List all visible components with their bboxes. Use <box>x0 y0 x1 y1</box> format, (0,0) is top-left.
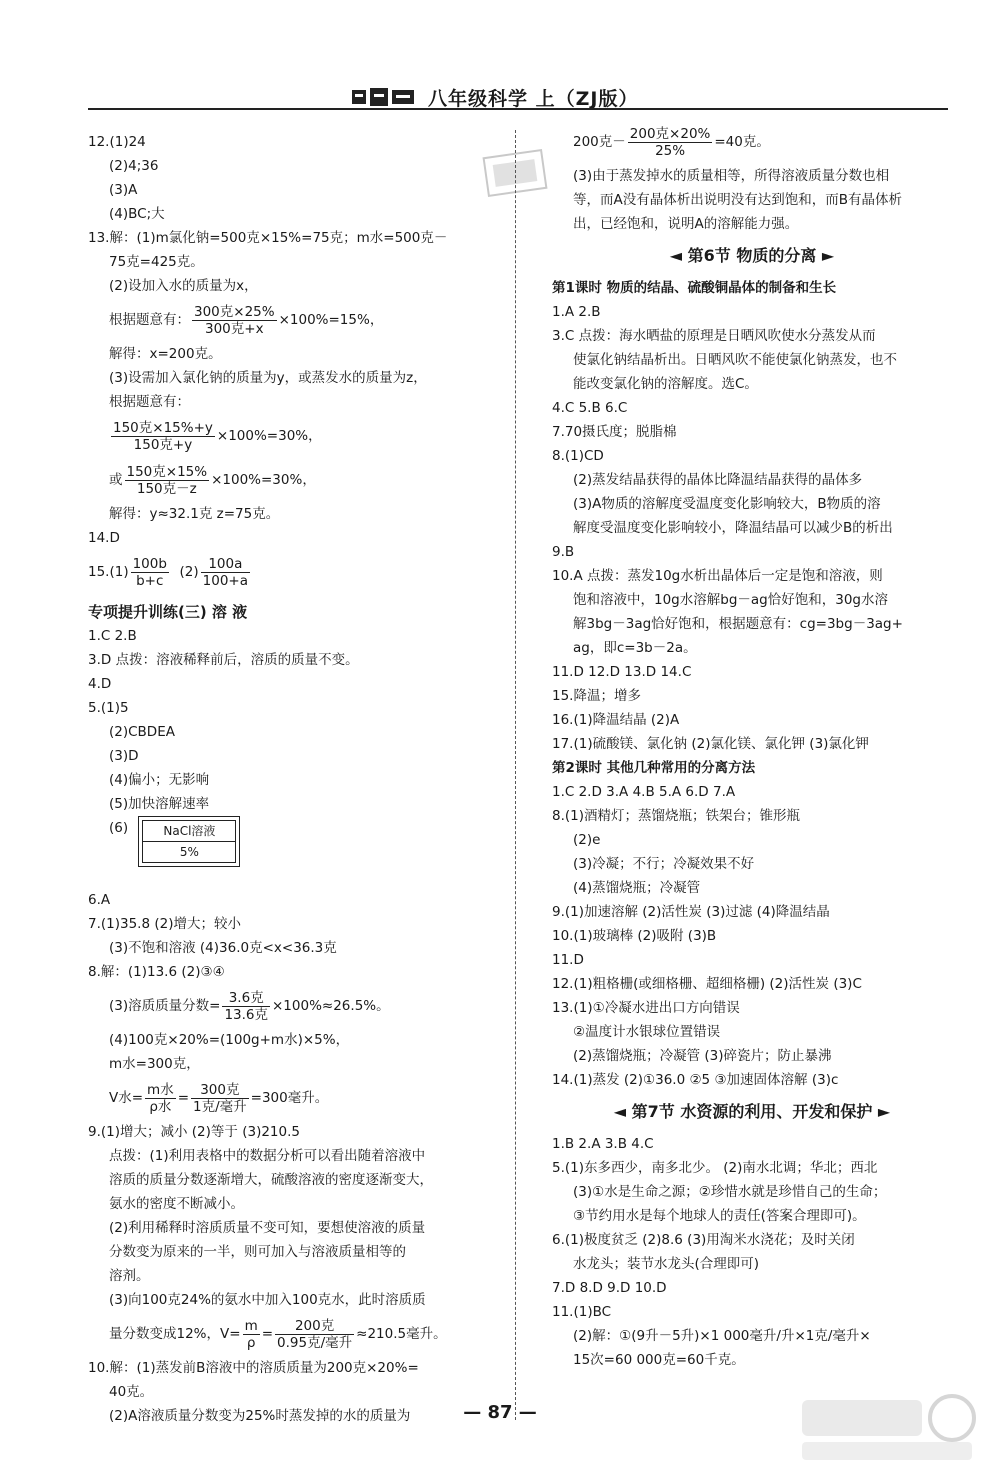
numerator: m水 <box>147 1081 174 1098</box>
denominator: b+c <box>136 572 164 589</box>
label-inner <box>142 820 236 863</box>
denominator: 100+a <box>202 572 249 589</box>
answer-line: 水龙头；装节水龙头(合理即可) <box>573 1256 760 1272</box>
answer-line: 13.(1)①冷凝水进出口方向错误 <box>552 1000 740 1016</box>
answer-line: 7.D 8.D 9.D 10.D <box>552 1280 667 1296</box>
answer-line: 4.D <box>88 676 112 692</box>
header-title: 八年级科学 上（ZJ版） <box>428 88 639 110</box>
answer-line: 10.(1)玻璃棒 (2)吸附 (3)B <box>552 928 717 944</box>
answer-line: 11.D <box>552 952 584 968</box>
denominator: 150克－z <box>136 480 197 497</box>
answer-line: 氨水的密度不断减小。 <box>109 1196 244 1212</box>
formula-text: =40克。 <box>714 134 770 150</box>
answer-line: (2)设加入水的质量为x， <box>109 278 258 294</box>
section-title: ◄ 第7节 水资源的利用、开发和保护 ► <box>613 1102 891 1121</box>
formula-text: ×100%=30%， <box>211 472 316 488</box>
denominator: 0.95克/毫升 <box>277 1334 353 1351</box>
formula-text: 200克－ <box>573 134 626 150</box>
answer-line: (3)A <box>109 182 138 198</box>
fraction <box>131 556 169 589</box>
answer-line: 8.解：(1)13.6 (2)③④ <box>88 964 225 980</box>
numerator: 100a <box>201 556 250 573</box>
answer-line: 点拨：(1)利用表格中的数据分析可以看出随着溶液中 <box>109 1148 426 1164</box>
formula-line <box>88 984 503 1028</box>
formula-text: 量分数变成12%，V= <box>109 1326 241 1342</box>
formula-line <box>88 414 503 458</box>
bottle-label <box>138 816 240 867</box>
section-title: ◄ 第6节 物质的分离 ► <box>669 246 835 265</box>
answer-line <box>88 816 503 888</box>
fraction <box>275 1318 354 1351</box>
header-rule <box>88 108 948 110</box>
page-header <box>88 78 948 108</box>
answer-line: (4)BC;大 <box>109 206 165 222</box>
formula-text: 15.(1) <box>88 564 129 580</box>
formula-text: ×100%≈26.5%。 <box>272 998 390 1014</box>
answer-line: (3)D <box>109 748 139 764</box>
answer-line: 10.A 点拨：蒸发10g水析出晶体后一定是饱和溶液，则 <box>552 568 883 584</box>
answer-line: 10.解：(1)蒸发前B溶液中的溶质质量为200克×20%= <box>88 1360 419 1376</box>
fraction <box>191 1082 249 1115</box>
denominator: 150克+y <box>133 436 193 453</box>
numerator: 150克×15%+y <box>113 419 213 436</box>
answer-line: 15次=60 000克=60千克。 <box>573 1352 745 1368</box>
answer-line: 14.(1)蒸发 (2)①36.0 ②5 ③加速固体溶解 (3)c <box>552 1072 839 1088</box>
formula-line <box>88 298 503 342</box>
answer-line: (2)蒸馏烧瓶；冷凝管 (3)碎瓷片；防止暴沸 <box>573 1048 832 1064</box>
answer-line: 15.降温；增多 <box>552 688 641 704</box>
watermark-logo-icon <box>792 1390 982 1465</box>
answer-line: 解度受温度变化影响较小，降温结晶可以减少B的析出 <box>573 520 893 536</box>
answer-line: 11.(1)BC <box>552 1304 612 1320</box>
fraction <box>192 304 277 337</box>
answer-line: 1.C 2.D 3.A 4.B 5.A 6.D 7.A <box>552 784 736 800</box>
answer-line: 13.解：(1)m氯化钠=500克×15%=75克；m水=500克－ <box>88 230 448 246</box>
answer-line: (3)向100克24%的氨水中加入100克水，此时溶质质 <box>109 1292 426 1308</box>
answer-line: (2)CBDEA <box>109 724 175 740</box>
answer-line: 1.B 2.A 3.B 4.C <box>552 1136 654 1152</box>
answer-line: 12.(1)粗格栅(或细格栅、超细格栅) (2)活性炭 (3)C <box>552 976 862 992</box>
answer-line: 饱和溶液中，10g水溶解bg－ag恰好饱和，30g水溶 <box>573 592 888 608</box>
formula-text: 或 <box>109 472 123 488</box>
answer-line: 16.(1)降温结晶 (2)A <box>552 712 680 728</box>
answer-line: (3)A物质的溶解度受温度变化影响较大，B物质的溶 <box>573 496 881 512</box>
answer-line: 6.A <box>88 892 111 908</box>
answer-line: 3.C 点拨：海水晒盐的原理是日晒风吹使水分蒸发从而 <box>552 328 876 344</box>
answer-line: 分数变为原来的一半，则可加入与溶液质量相等的 <box>109 1244 406 1260</box>
formula-text: ×100%=15%， <box>278 312 384 328</box>
answer-line: (4)偏小；无影响 <box>109 772 210 788</box>
numerator: 200克×20% <box>629 125 711 142</box>
answer-line: 11.D 12.D 13.D 14.C <box>552 664 692 680</box>
numerator: 300克 <box>191 1082 249 1099</box>
answer-line: (2)e <box>573 832 601 848</box>
fraction <box>201 556 250 589</box>
formula-line <box>88 550 503 594</box>
formula-text: ×100%=30%， <box>216 428 322 444</box>
fraction <box>628 126 713 159</box>
denominator: ρ水 <box>149 1098 172 1115</box>
answer-line: 解得：x=200克。 <box>109 346 222 362</box>
formula-text: = <box>177 1090 190 1106</box>
numerator: 300克×25% <box>194 303 275 320</box>
section-title: 专项提升训练(三) 溶 液 <box>88 603 248 621</box>
answer-line: (3)由于蒸发掉水的质量相等，所得溶液质量分数也相 <box>573 168 890 184</box>
answer-line: 溶剂。 <box>109 1268 150 1284</box>
answer-line: 根据题意有： <box>109 394 190 410</box>
left-column <box>88 130 503 1428</box>
denominator: 13.6克 <box>224 1006 268 1023</box>
answer-line: (2)4;36 <box>109 158 159 174</box>
fraction <box>222 990 270 1023</box>
answer-line: 7.70摄氏度；脱脂棉 <box>552 424 677 440</box>
numerator: 100b <box>132 555 167 572</box>
numerator: 3.6克 <box>222 990 270 1007</box>
lesson-title: 第2课时 其他几种常用的分离方法 <box>552 760 756 776</box>
answer-line: 9.(1)加速溶解 (2)活性炭 (3)过滤 (4)降温结晶 <box>552 904 830 920</box>
numerator: m <box>244 1317 258 1334</box>
answer-line: (4)蒸馏烧瓶；冷凝管 <box>573 880 701 896</box>
fraction <box>243 1318 260 1351</box>
answer-text: (6) <box>109 820 129 836</box>
denominator: 300克+x <box>205 320 264 337</box>
formula-text: ≈210.5毫升。 <box>356 1326 447 1342</box>
fraction <box>125 464 210 497</box>
answer-line: 7.(1)35.8 (2)增大；较小 <box>88 916 241 932</box>
answer-line: 溶质的质量分数逐渐增大，硫酸溶液的密度逐渐变大， <box>109 1172 433 1188</box>
answer-line: (3)冷凝；不行；冷凝效果不好 <box>573 856 755 872</box>
answer-line: (3)设需加入氯化钠的质量为y，或蒸发水的质量为z， <box>109 370 427 386</box>
answer-line: 1.C 2.B <box>88 628 137 644</box>
formula-text: (2) <box>179 564 199 580</box>
answer-line: 解3bg－3ag恰好饱和，根据题意有：cg=3bg－3ag+ <box>573 616 903 632</box>
answer-line: (3)①水是生命之源；②珍惜水就是珍惜自己的生命； <box>573 1184 887 1200</box>
formula-text: = <box>261 1326 274 1342</box>
answer-line: 17.(1)硫酸镁、氯化钠 (2)氯化镁、氯化钾 (3)氯化钾 <box>552 736 869 752</box>
answer-line: 9.B <box>552 544 575 560</box>
page-number: — 87 — <box>463 1402 537 1423</box>
answer-line: ag，即c=3b－2a。 <box>573 640 697 656</box>
lesson-title: 第1课时 物质的结晶、硫酸铜晶体的制备和生长 <box>552 280 837 296</box>
answer-line: 75克=425克。 <box>109 254 204 270</box>
answer-line: 出，已经饱和，说明A的溶解能力强。 <box>573 216 799 232</box>
formula-text: =300毫升。 <box>250 1090 329 1106</box>
answer-line: 8.(1)CD <box>552 448 604 464</box>
answer-line: 5.(1)5 <box>88 700 129 716</box>
answer-line: ③节约用水是每个地球人的责任(答案合理即可)。 <box>573 1208 866 1224</box>
answer-line: 能改变氯化钠的溶解度。选C。 <box>573 376 758 392</box>
formula-line <box>88 1312 503 1356</box>
fraction <box>111 420 215 453</box>
answer-line: (5)加快溶解速率 <box>109 796 210 812</box>
label-solution: NaCl溶液 <box>143 821 235 842</box>
answer-line: 9.(1)增大；减小 (2)等于 (3)210.5 <box>88 1124 300 1140</box>
denominator: ρ <box>246 1334 256 1351</box>
answer-line: (4)100克×20%=(100g+m水)×5%， <box>109 1032 350 1048</box>
answer-line: 3.D 点拨：溶液稀释前后，溶质的质量不变。 <box>88 652 359 668</box>
answer-line: 4.C 5.B 6.C <box>552 400 628 416</box>
numerator: 200克 <box>275 1318 354 1335</box>
answer-line: (2)A溶液质量分数变为25%时蒸发掉的水的质量为 <box>109 1408 411 1424</box>
answer-line: m水=300克， <box>109 1056 200 1072</box>
book-logo-icon <box>350 86 416 108</box>
answer-line: 等，而A没有晶体析出说明没有达到饱和，而B有晶体析 <box>573 192 902 208</box>
answer-line: 解得：y≈32.1克 z=75克。 <box>109 506 280 522</box>
formula-text: V水= <box>109 1090 144 1106</box>
answer-line: 40克。 <box>109 1384 154 1400</box>
formula-line <box>88 458 503 502</box>
answer-line: 8.(1)酒精灯；蒸馏烧瓶；铁架台；锥形瓶 <box>552 808 801 824</box>
right-column <box>552 125 952 1372</box>
formula-line <box>88 1076 503 1120</box>
denominator: 1克/毫升 <box>193 1098 247 1115</box>
formula-text: (3)溶质质量分数= <box>109 998 221 1014</box>
formula-line <box>552 120 952 164</box>
answer-line: 1.A 2.B <box>552 304 601 320</box>
answer-line: 6.(1)极度贫乏 (2)8.6 (3)用淘米水浇花；及时关闭 <box>552 1232 855 1248</box>
answer-line: (2)蒸发结晶获得的晶体比降温结晶获得的晶体多 <box>573 472 863 488</box>
numerator: 150克×15% <box>126 463 208 480</box>
denominator: 25% <box>655 142 686 159</box>
formula-text: 根据题意有： <box>109 312 190 328</box>
answer-line: 12.(1)24 <box>88 134 146 150</box>
label-percent: 5% <box>179 845 199 859</box>
answer-line: 5.(1)东多西少，南多北少。 (2)南水北调；华北；西北 <box>552 1160 878 1176</box>
fraction <box>145 1082 176 1115</box>
answer-line: ②温度计水银球位置错误 <box>573 1024 721 1040</box>
column-divider <box>515 130 516 1420</box>
answer-line: (2)解：①(9升－5升)×1 000毫升/升×1克/毫升× <box>573 1328 871 1344</box>
answer-line: (2)利用稀释时溶质质量不变可知，要想使溶液的质量 <box>109 1220 426 1236</box>
answer-line: (3)不饱和溶液 (4)36.0克<x<36.3克 <box>109 940 337 956</box>
answer-line: 14.D <box>88 530 120 546</box>
answer-line: 使氯化钠结晶析出。日晒风吹不能使氯化钠蒸发，也不 <box>573 352 897 368</box>
